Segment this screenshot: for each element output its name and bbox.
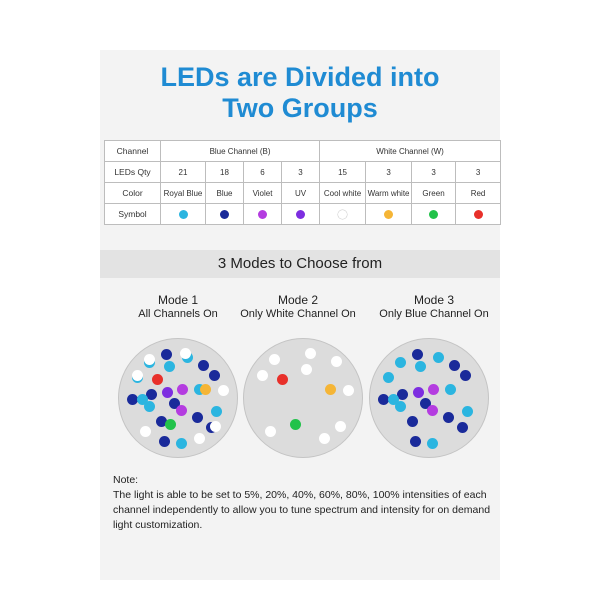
led-groups-table <box>104 140 501 225</box>
led-color-dot <box>338 210 347 219</box>
mode-2-label <box>228 293 368 321</box>
led-dot <box>161 349 172 360</box>
mode-2-desc: Only White Channel On <box>240 308 356 320</box>
led-dot <box>460 370 471 381</box>
led-dot <box>413 387 424 398</box>
led-dot <box>395 357 406 368</box>
symbol-cell <box>412 204 456 225</box>
led-dot <box>462 406 473 417</box>
led-dot <box>427 438 438 449</box>
leds-qty-header: LEDs Qty <box>105 162 161 183</box>
color-cell: Green <box>412 183 456 204</box>
mode-3-desc: Only Blue Channel On <box>379 308 489 320</box>
led-color-dot <box>384 210 393 219</box>
led-dot <box>152 374 163 385</box>
qty-cell: 21 <box>161 162 206 183</box>
led-dot <box>269 354 280 365</box>
led-dot <box>388 394 399 405</box>
led-dot <box>343 385 354 396</box>
note-section <box>113 473 500 533</box>
led-dot <box>335 421 346 432</box>
led-dot <box>445 384 456 395</box>
led-dot <box>325 384 336 395</box>
symbol-cell <box>161 204 206 225</box>
mode-1-desc: All Channels On <box>138 308 218 320</box>
led-dot <box>176 438 187 449</box>
channel-row <box>105 141 501 162</box>
color-cell: Warm white <box>366 183 412 204</box>
title-line-2: Two Groups <box>222 93 378 123</box>
led-dot <box>449 360 460 371</box>
led-dot <box>209 370 220 381</box>
led-dot <box>200 384 211 395</box>
led-dot <box>383 372 394 383</box>
led-color-dot <box>179 210 188 219</box>
mode-1-name: Mode 1 <box>157 293 199 307</box>
led-dot <box>140 426 151 437</box>
led-dot <box>176 405 187 416</box>
led-dot <box>177 384 188 395</box>
led-dot <box>443 412 454 423</box>
qty-cell: 18 <box>206 162 244 183</box>
led-dot <box>210 421 221 432</box>
modes-heading: 3 Modes to Choose from <box>100 250 500 278</box>
qty-cell: 6 <box>244 162 282 183</box>
led-dot <box>165 419 176 430</box>
qty-cell: 15 <box>320 162 366 183</box>
led-dot <box>290 419 301 430</box>
color-row <box>105 183 501 204</box>
led-dot <box>378 394 389 405</box>
led-color-dot <box>296 210 305 219</box>
mode-3-name: Mode 3 <box>413 293 455 307</box>
blue-channel-header: Blue Channel (B) <box>161 141 320 162</box>
led-color-dot <box>220 210 229 219</box>
led-dot <box>132 370 143 381</box>
color-cell: Cool white <box>320 183 366 204</box>
led-dot <box>457 422 468 433</box>
led-color-dot <box>474 210 483 219</box>
note-line-2: channel independently to allow you to tune spectrum and intensity for on demand <box>113 504 491 516</box>
note-label: Note: <box>113 474 139 486</box>
led-dot <box>319 433 330 444</box>
qty-cell: 3 <box>366 162 412 183</box>
led-color-dot <box>429 210 438 219</box>
symbol-cell <box>320 204 366 225</box>
symbol-header: Symbol <box>105 204 161 225</box>
symbol-cell <box>282 204 320 225</box>
led-dot <box>427 405 438 416</box>
led-dot <box>301 364 312 375</box>
led-dot <box>407 416 418 427</box>
symbol-row <box>105 204 501 225</box>
title-line-1: LEDs are Divided into <box>160 62 440 92</box>
mode-3-led-diagram <box>369 338 489 458</box>
white-channel-header: White Channel (W) <box>320 141 501 162</box>
led-dot <box>277 374 288 385</box>
mode-2-led-diagram <box>243 338 363 458</box>
led-dot <box>144 354 155 365</box>
qty-cell: 3 <box>282 162 320 183</box>
note-line-1: The light is able to be set to 5%, 20%, 40%, 60%, 80%, 100% intensities of each <box>113 489 487 501</box>
mode-1-led-diagram <box>118 338 238 458</box>
mode-3-label <box>364 293 504 321</box>
led-dot <box>265 426 276 437</box>
led-dot <box>180 348 191 359</box>
color-cell: Blue <box>206 183 244 204</box>
color-cell: Royal Blue <box>161 183 206 204</box>
channel-header: Channel <box>105 141 161 162</box>
led-dot <box>412 349 423 360</box>
mode-2-name: Mode 2 <box>277 293 319 307</box>
led-dot <box>159 436 170 447</box>
led-color-dot <box>258 210 267 219</box>
led-dot <box>162 387 173 398</box>
symbol-cell <box>456 204 501 225</box>
led-dot <box>194 433 205 444</box>
led-dot <box>433 352 444 363</box>
color-cell: Violet <box>244 183 282 204</box>
leds-qty-row <box>105 162 501 183</box>
symbol-cell <box>244 204 282 225</box>
page-title <box>100 62 500 124</box>
led-dot <box>428 384 439 395</box>
qty-cell: 3 <box>412 162 456 183</box>
color-cell: Red <box>456 183 501 204</box>
color-header: Color <box>105 183 161 204</box>
led-dot <box>257 370 268 381</box>
qty-cell: 3 <box>456 162 501 183</box>
note-line-3: light customization. <box>113 519 203 531</box>
symbol-cell <box>366 204 412 225</box>
led-dot <box>331 356 342 367</box>
led-dot <box>164 361 175 372</box>
mode-1-label <box>108 293 248 321</box>
color-cell: UV <box>282 183 320 204</box>
led-dot <box>198 360 209 371</box>
led-dot <box>415 361 426 372</box>
led-dot <box>305 348 316 359</box>
led-dot <box>137 394 148 405</box>
led-dot <box>192 412 203 423</box>
led-dot <box>211 406 222 417</box>
led-dot <box>218 385 229 396</box>
symbol-cell <box>206 204 244 225</box>
led-dot <box>127 394 138 405</box>
led-dot <box>410 436 421 447</box>
